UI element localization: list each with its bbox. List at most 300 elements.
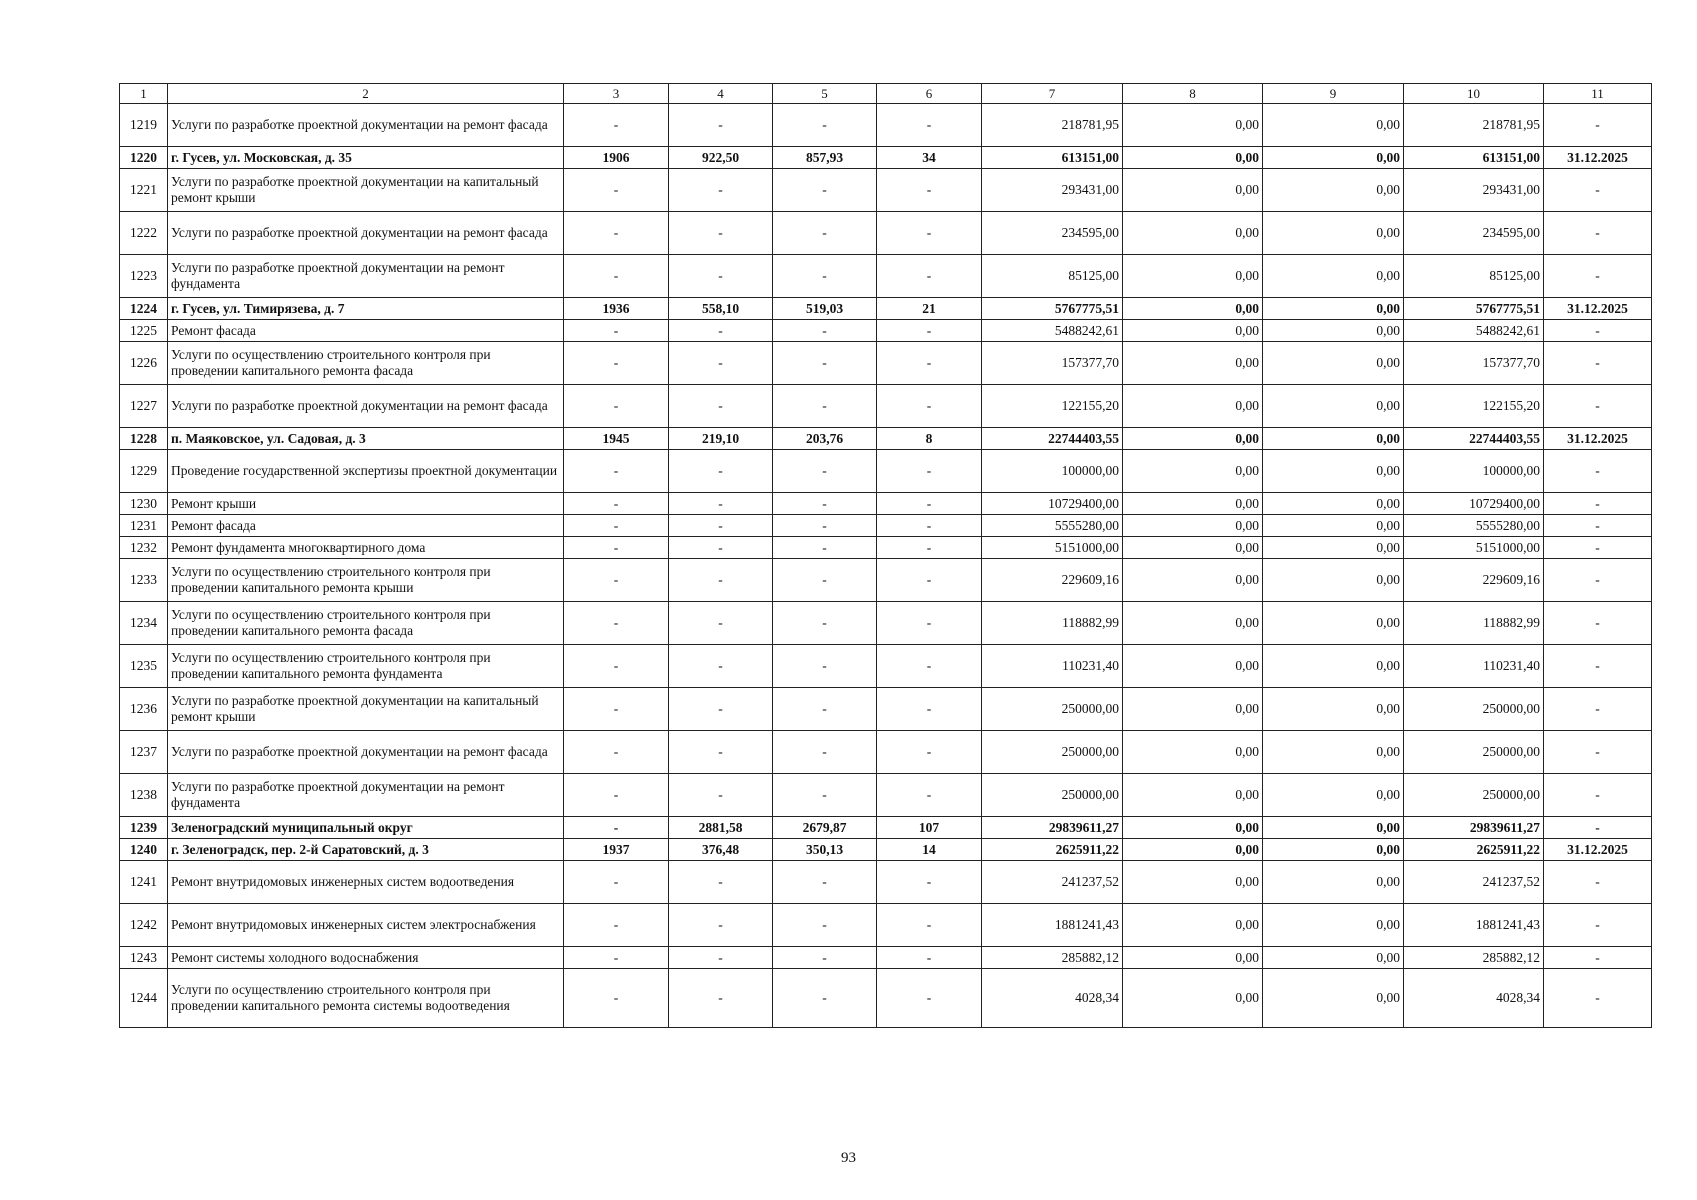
cell-living-area: 519,03 (773, 298, 877, 320)
cell-completion-date: - (1544, 320, 1652, 342)
cell-row-number: 1221 (120, 169, 168, 212)
cell-year-built: - (564, 104, 669, 147)
cell-year-built: 1945 (564, 428, 669, 450)
cell-residents: - (877, 645, 982, 688)
cell-regional-cost: 285882,12 (1404, 947, 1544, 969)
cell-item-name: г. Гусев, ул. Московская, д. 35 (168, 147, 564, 169)
cell-total-area: - (669, 602, 773, 645)
cell-residents: - (877, 255, 982, 298)
cell-completion-date: - (1544, 731, 1652, 774)
cell-completion-date: - (1544, 104, 1652, 147)
cell-living-area: - (773, 212, 877, 255)
cell-item-name: Ремонт внутридомовых инженерных систем электроснабжения (168, 904, 564, 947)
table-row (120, 169, 1652, 212)
cell-total-area: - (669, 104, 773, 147)
cell-residents: 107 (877, 817, 982, 839)
cell-residents: 34 (877, 147, 982, 169)
cell-other-cost: 0,00 (1263, 515, 1404, 537)
cell-regional-cost: 2625911,22 (1404, 839, 1544, 861)
cell-row-number: 1244 (120, 969, 168, 1028)
cell-regional-cost: 5555280,00 (1404, 515, 1544, 537)
column-header: 7 (982, 84, 1123, 104)
cell-total-cost: 250000,00 (982, 731, 1123, 774)
table-row (120, 147, 1652, 169)
cell-fund-cost: 0,00 (1123, 212, 1263, 255)
table-row (120, 774, 1652, 817)
cell-row-number: 1233 (120, 559, 168, 602)
cell-fund-cost: 0,00 (1123, 688, 1263, 731)
cell-regional-cost: 229609,16 (1404, 559, 1544, 602)
table-row (120, 947, 1652, 969)
cell-fund-cost: 0,00 (1123, 428, 1263, 450)
cell-fund-cost: 0,00 (1123, 645, 1263, 688)
cell-year-built: - (564, 774, 669, 817)
cell-year-built: - (564, 342, 669, 385)
cell-regional-cost: 4028,34 (1404, 969, 1544, 1028)
cell-fund-cost: 0,00 (1123, 861, 1263, 904)
cell-regional-cost: 110231,40 (1404, 645, 1544, 688)
cell-row-number: 1227 (120, 385, 168, 428)
cell-item-name: Ремонт системы холодного водоснабжения (168, 947, 564, 969)
cell-residents: - (877, 212, 982, 255)
column-header: 3 (564, 84, 669, 104)
cell-other-cost: 0,00 (1263, 104, 1404, 147)
cell-other-cost: 0,00 (1263, 169, 1404, 212)
cell-row-number: 1230 (120, 493, 168, 515)
cell-living-area: - (773, 104, 877, 147)
cell-other-cost: 0,00 (1263, 904, 1404, 947)
cell-total-cost: 613151,00 (982, 147, 1123, 169)
cell-row-number: 1232 (120, 537, 168, 559)
cell-residents: - (877, 450, 982, 493)
cell-completion-date: - (1544, 385, 1652, 428)
cell-completion-date: - (1544, 559, 1652, 602)
cell-row-number: 1241 (120, 861, 168, 904)
cell-completion-date: - (1544, 904, 1652, 947)
table-row (120, 515, 1652, 537)
cell-regional-cost: 122155,20 (1404, 385, 1544, 428)
table-row (120, 493, 1652, 515)
cell-year-built: 1906 (564, 147, 669, 169)
cell-year-built: - (564, 255, 669, 298)
cell-row-number: 1234 (120, 602, 168, 645)
cell-year-built: 1937 (564, 839, 669, 861)
cell-year-built: - (564, 861, 669, 904)
column-header: 11 (1544, 84, 1652, 104)
cell-living-area: - (773, 861, 877, 904)
cell-item-name: Услуги по разработке проектной документации на ремонт фундамента (168, 255, 564, 298)
cell-fund-cost: 0,00 (1123, 169, 1263, 212)
table-body (120, 84, 1652, 1028)
cell-row-number: 1231 (120, 515, 168, 537)
cell-living-area: - (773, 320, 877, 342)
cell-fund-cost: 0,00 (1123, 493, 1263, 515)
cell-other-cost: 0,00 (1263, 450, 1404, 493)
cell-residents: - (877, 774, 982, 817)
cell-total-area: - (669, 559, 773, 602)
cell-residents: - (877, 385, 982, 428)
cell-total-area: - (669, 342, 773, 385)
cell-fund-cost: 0,00 (1123, 947, 1263, 969)
cell-total-cost: 250000,00 (982, 688, 1123, 731)
cell-regional-cost: 1881241,43 (1404, 904, 1544, 947)
cell-row-number: 1220 (120, 147, 168, 169)
cell-fund-cost: 0,00 (1123, 774, 1263, 817)
cell-year-built: - (564, 493, 669, 515)
cell-row-number: 1226 (120, 342, 168, 385)
cell-residents: - (877, 904, 982, 947)
cell-total-cost: 241237,52 (982, 861, 1123, 904)
cell-total-area: - (669, 385, 773, 428)
cell-completion-date: - (1544, 774, 1652, 817)
cell-other-cost: 0,00 (1263, 428, 1404, 450)
cell-total-cost: 29839611,27 (982, 817, 1123, 839)
cell-other-cost: 0,00 (1263, 255, 1404, 298)
cell-item-name: Услуги по разработке проектной документации на капитальный ремонт крыши (168, 169, 564, 212)
table-row (120, 861, 1652, 904)
capital-repair-table (119, 83, 1652, 1028)
cell-other-cost: 0,00 (1263, 602, 1404, 645)
cell-item-name: Услуги по осуществлению строительного контроля при проведении капитального ремонта фундамента (168, 645, 564, 688)
cell-other-cost: 0,00 (1263, 212, 1404, 255)
cell-fund-cost: 0,00 (1123, 817, 1263, 839)
cell-year-built: - (564, 515, 669, 537)
table-row (120, 104, 1652, 147)
cell-total-cost: 157377,70 (982, 342, 1123, 385)
cell-completion-date: - (1544, 817, 1652, 839)
cell-item-name: Проведение государственной экспертизы проектной документации (168, 450, 564, 493)
cell-regional-cost: 10729400,00 (1404, 493, 1544, 515)
cell-living-area: - (773, 537, 877, 559)
cell-regional-cost: 613151,00 (1404, 147, 1544, 169)
table-row (120, 320, 1652, 342)
cell-other-cost: 0,00 (1263, 688, 1404, 731)
cell-total-area: - (669, 255, 773, 298)
cell-regional-cost: 250000,00 (1404, 774, 1544, 817)
cell-total-cost: 10729400,00 (982, 493, 1123, 515)
cell-regional-cost: 85125,00 (1404, 255, 1544, 298)
table-row (120, 817, 1652, 839)
cell-fund-cost: 0,00 (1123, 255, 1263, 298)
cell-item-name: Услуги по разработке проектной документации на ремонт фасада (168, 385, 564, 428)
table-row (120, 385, 1652, 428)
cell-living-area: - (773, 947, 877, 969)
cell-year-built: - (564, 559, 669, 602)
cell-total-cost: 118882,99 (982, 602, 1123, 645)
cell-total-area: - (669, 320, 773, 342)
cell-item-name: Ремонт внутридомовых инженерных систем водоотведения (168, 861, 564, 904)
cell-total-cost: 5488242,61 (982, 320, 1123, 342)
cell-other-cost: 0,00 (1263, 559, 1404, 602)
cell-residents: 21 (877, 298, 982, 320)
column-header: 4 (669, 84, 773, 104)
cell-total-cost: 218781,95 (982, 104, 1123, 147)
cell-item-name: Услуги по осуществлению строительного контроля при проведении капитального ремонта фасада (168, 342, 564, 385)
cell-other-cost: 0,00 (1263, 817, 1404, 839)
cell-living-area: - (773, 559, 877, 602)
cell-total-area: - (669, 212, 773, 255)
cell-item-name: Ремонт фундамента многоквартирного дома (168, 537, 564, 559)
cell-total-area: 922,50 (669, 147, 773, 169)
cell-completion-date: - (1544, 342, 1652, 385)
cell-total-cost: 4028,34 (982, 969, 1123, 1028)
cell-item-name: г. Зеленоградск, пер. 2-й Саратовский, д. 3 (168, 839, 564, 861)
cell-fund-cost: 0,00 (1123, 904, 1263, 947)
cell-total-area: 558,10 (669, 298, 773, 320)
cell-living-area: - (773, 774, 877, 817)
cell-item-name: Ремонт крыши (168, 493, 564, 515)
cell-year-built: - (564, 947, 669, 969)
cell-other-cost: 0,00 (1263, 861, 1404, 904)
cell-regional-cost: 5767775,51 (1404, 298, 1544, 320)
cell-completion-date: - (1544, 947, 1652, 969)
cell-year-built: 1936 (564, 298, 669, 320)
cell-regional-cost: 293431,00 (1404, 169, 1544, 212)
cell-fund-cost: 0,00 (1123, 450, 1263, 493)
cell-completion-date: - (1544, 969, 1652, 1028)
table-row (120, 602, 1652, 645)
cell-completion-date: - (1544, 515, 1652, 537)
cell-residents: - (877, 861, 982, 904)
cell-other-cost: 0,00 (1263, 969, 1404, 1028)
table-row (120, 559, 1652, 602)
cell-other-cost: 0,00 (1263, 731, 1404, 774)
cell-row-number: 1229 (120, 450, 168, 493)
column-header-row (120, 84, 1652, 104)
cell-living-area: 2679,87 (773, 817, 877, 839)
cell-total-cost: 234595,00 (982, 212, 1123, 255)
cell-residents: - (877, 969, 982, 1028)
cell-completion-date: - (1544, 602, 1652, 645)
column-header: 5 (773, 84, 877, 104)
cell-total-cost: 22744403,55 (982, 428, 1123, 450)
cell-regional-cost: 157377,70 (1404, 342, 1544, 385)
cell-regional-cost: 234595,00 (1404, 212, 1544, 255)
cell-row-number: 1240 (120, 839, 168, 861)
cell-completion-date: 31.12.2025 (1544, 147, 1652, 169)
table-row (120, 839, 1652, 861)
cell-other-cost: 0,00 (1263, 342, 1404, 385)
cell-item-name: Услуги по осуществлению строительного контроля при проведении капитального ремонта крыши (168, 559, 564, 602)
cell-regional-cost: 218781,95 (1404, 104, 1544, 147)
cell-year-built: - (564, 169, 669, 212)
table-row (120, 342, 1652, 385)
cell-completion-date: - (1544, 688, 1652, 731)
cell-year-built: - (564, 817, 669, 839)
cell-total-cost: 229609,16 (982, 559, 1123, 602)
cell-completion-date: - (1544, 212, 1652, 255)
cell-year-built: - (564, 731, 669, 774)
table-row (120, 645, 1652, 688)
cell-residents: - (877, 602, 982, 645)
cell-item-name: п. Маяковское, ул. Садовая, д. 3 (168, 428, 564, 450)
cell-item-name: Услуги по разработке проектной документации на ремонт фасада (168, 212, 564, 255)
table-row (120, 255, 1652, 298)
cell-residents: - (877, 559, 982, 602)
cell-completion-date: - (1544, 645, 1652, 688)
cell-residents: - (877, 947, 982, 969)
cell-item-name: Услуги по разработке проектной документации на капитальный ремонт крыши (168, 688, 564, 731)
table-row (120, 688, 1652, 731)
cell-total-area: - (669, 774, 773, 817)
column-header: 2 (168, 84, 564, 104)
cell-other-cost: 0,00 (1263, 320, 1404, 342)
cell-regional-cost: 5488242,61 (1404, 320, 1544, 342)
cell-other-cost: 0,00 (1263, 947, 1404, 969)
cell-item-name: Услуги по осуществлению строительного контроля при проведении капитального ремонта системы водоотведения (168, 969, 564, 1028)
cell-total-area: 219,10 (669, 428, 773, 450)
cell-residents: - (877, 104, 982, 147)
cell-residents: - (877, 169, 982, 212)
cell-living-area: - (773, 688, 877, 731)
cell-total-cost: 293431,00 (982, 169, 1123, 212)
cell-living-area: - (773, 342, 877, 385)
cell-regional-cost: 29839611,27 (1404, 817, 1544, 839)
cell-total-cost: 85125,00 (982, 255, 1123, 298)
cell-total-area: - (669, 904, 773, 947)
cell-fund-cost: 0,00 (1123, 320, 1263, 342)
cell-total-cost: 122155,20 (982, 385, 1123, 428)
cell-fund-cost: 0,00 (1123, 602, 1263, 645)
cell-row-number: 1239 (120, 817, 168, 839)
cell-fund-cost: 0,00 (1123, 342, 1263, 385)
cell-regional-cost: 22744403,55 (1404, 428, 1544, 450)
cell-total-cost: 5151000,00 (982, 537, 1123, 559)
cell-total-area: - (669, 493, 773, 515)
cell-row-number: 1235 (120, 645, 168, 688)
cell-total-cost: 2625911,22 (982, 839, 1123, 861)
table-row (120, 428, 1652, 450)
cell-year-built: - (564, 688, 669, 731)
cell-row-number: 1224 (120, 298, 168, 320)
cell-completion-date: 31.12.2025 (1544, 839, 1652, 861)
cell-other-cost: 0,00 (1263, 147, 1404, 169)
cell-total-area: 376,48 (669, 839, 773, 861)
cell-completion-date: - (1544, 255, 1652, 298)
cell-residents: - (877, 731, 982, 774)
cell-completion-date: 31.12.2025 (1544, 298, 1652, 320)
cell-living-area: 857,93 (773, 147, 877, 169)
cell-living-area: - (773, 450, 877, 493)
cell-item-name: Ремонт фасада (168, 320, 564, 342)
cell-item-name: Услуги по разработке проектной документации на ремонт фундамента (168, 774, 564, 817)
cell-total-cost: 110231,40 (982, 645, 1123, 688)
cell-total-area: - (669, 947, 773, 969)
cell-regional-cost: 5151000,00 (1404, 537, 1544, 559)
table-row (120, 731, 1652, 774)
cell-regional-cost: 118882,99 (1404, 602, 1544, 645)
cell-item-name: Ремонт фасада (168, 515, 564, 537)
cell-year-built: - (564, 904, 669, 947)
cell-row-number: 1225 (120, 320, 168, 342)
cell-fund-cost: 0,00 (1123, 515, 1263, 537)
cell-fund-cost: 0,00 (1123, 839, 1263, 861)
cell-completion-date: - (1544, 450, 1652, 493)
cell-total-area: - (669, 861, 773, 904)
cell-item-name: Услуги по разработке проектной документации на ремонт фасада (168, 104, 564, 147)
column-header: 9 (1263, 84, 1404, 104)
cell-fund-cost: 0,00 (1123, 104, 1263, 147)
cell-residents: 8 (877, 428, 982, 450)
cell-completion-date: - (1544, 493, 1652, 515)
cell-total-area: - (669, 688, 773, 731)
column-header: 6 (877, 84, 982, 104)
table-row (120, 904, 1652, 947)
cell-living-area: - (773, 602, 877, 645)
table-row (120, 450, 1652, 493)
cell-living-area: - (773, 904, 877, 947)
cell-living-area: - (773, 255, 877, 298)
cell-living-area: 203,76 (773, 428, 877, 450)
cell-residents: - (877, 515, 982, 537)
cell-row-number: 1238 (120, 774, 168, 817)
cell-other-cost: 0,00 (1263, 774, 1404, 817)
cell-other-cost: 0,00 (1263, 493, 1404, 515)
cell-row-number: 1237 (120, 731, 168, 774)
cell-residents: - (877, 537, 982, 559)
cell-row-number: 1242 (120, 904, 168, 947)
cell-year-built: - (564, 537, 669, 559)
cell-living-area: 350,13 (773, 839, 877, 861)
cell-residents: - (877, 320, 982, 342)
cell-living-area: - (773, 645, 877, 688)
table-row (120, 212, 1652, 255)
column-header: 8 (1123, 84, 1263, 104)
cell-year-built: - (564, 212, 669, 255)
cell-item-name: Услуги по разработке проектной документации на ремонт фасада (168, 731, 564, 774)
cell-year-built: - (564, 969, 669, 1028)
cell-total-area: - (669, 537, 773, 559)
table-row (120, 298, 1652, 320)
cell-fund-cost: 0,00 (1123, 559, 1263, 602)
cell-year-built: - (564, 320, 669, 342)
cell-total-cost: 250000,00 (982, 774, 1123, 817)
cell-year-built: - (564, 450, 669, 493)
cell-fund-cost: 0,00 (1123, 385, 1263, 428)
cell-living-area: - (773, 515, 877, 537)
cell-year-built: - (564, 385, 669, 428)
column-header: 10 (1404, 84, 1544, 104)
cell-year-built: - (564, 645, 669, 688)
cell-total-area: - (669, 969, 773, 1028)
cell-regional-cost: 250000,00 (1404, 688, 1544, 731)
cell-other-cost: 0,00 (1263, 839, 1404, 861)
cell-row-number: 1219 (120, 104, 168, 147)
cell-fund-cost: 0,00 (1123, 298, 1263, 320)
cell-regional-cost: 241237,52 (1404, 861, 1544, 904)
cell-item-name: Услуги по осуществлению строительного контроля при проведении капитального ремонта фасада (168, 602, 564, 645)
cell-total-cost: 5767775,51 (982, 298, 1123, 320)
cell-total-area: - (669, 515, 773, 537)
cell-total-cost: 1881241,43 (982, 904, 1123, 947)
cell-fund-cost: 0,00 (1123, 969, 1263, 1028)
page-number: 93 (841, 1150, 856, 1166)
cell-total-area: - (669, 645, 773, 688)
table-row (120, 537, 1652, 559)
cell-other-cost: 0,00 (1263, 537, 1404, 559)
cell-completion-date: 31.12.2025 (1544, 428, 1652, 450)
cell-residents: 14 (877, 839, 982, 861)
cell-row-number: 1222 (120, 212, 168, 255)
cell-row-number: 1223 (120, 255, 168, 298)
cell-residents: - (877, 342, 982, 385)
cell-total-cost: 5555280,00 (982, 515, 1123, 537)
cell-total-cost: 285882,12 (982, 947, 1123, 969)
cell-completion-date: - (1544, 537, 1652, 559)
cell-row-number: 1236 (120, 688, 168, 731)
cell-row-number: 1243 (120, 947, 168, 969)
cell-other-cost: 0,00 (1263, 298, 1404, 320)
